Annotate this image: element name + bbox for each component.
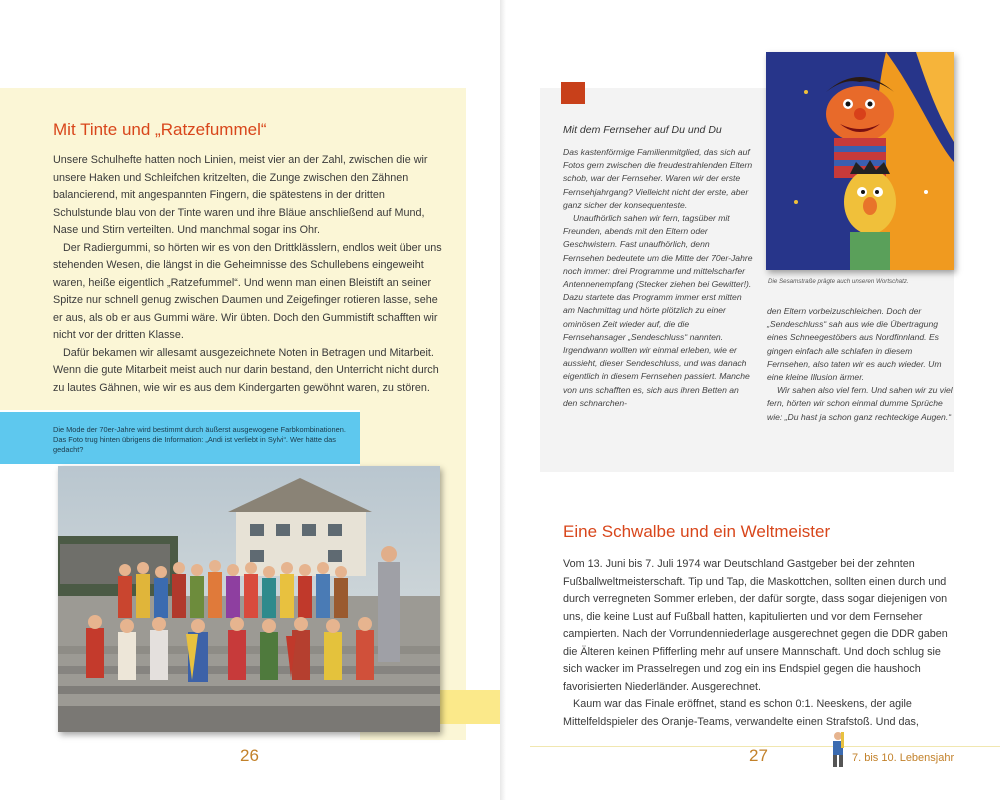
photo-caption: Die Mode der 70er-Jahre wird bestimmt durch äußerst ausgewogene Farbkombinationen. Das Foto trug hinten übrigens die Information: „Andi ist verliebt in Sylvi“. Wer hätte das gedacht? xyxy=(53,425,346,454)
paragraph: Vom 13. Juni bis 7. Juli 1974 war Deutschland Gastgeber bei der zehnten Fußballweltmeisterschaft. Tip und Tap, die Maskottchen, sollten einen durch und durch verregneten Sommer erleben, der dafür sorgte, dass sogar diejenigen von uns, die keine Lust auf Fußball hatten, kapitulierten und vor dem Fernseher campierten. Nach der Vorrundenniederlage ausgerechnet gegen die DDR gaben die Älteren keinen Pfifferling mehr auf unsere Mannschaft. Und doch schlug sie sich wacker im Prasselregen und zog ein ins Endspiel gegen die haushoch favorisierten Niederländer. Ausgerechnet. xyxy=(563,558,948,693)
paragraph: Dafür bekamen wir allesamt ausgezeichnete Noten in Betragen und Mitarbeit. Wenn die gute Mitarbeit meist auch nur darin bestand, den Unterricht nicht durch zu lautes Gähnen, wie wir es aus dem Kindergarten gewöhnt waren, zu stören. xyxy=(53,346,439,394)
class-photo-image xyxy=(58,466,440,732)
yellow-accent xyxy=(440,690,506,724)
sidebar-title: Mit dem Fernseher auf Du und Du xyxy=(563,124,722,136)
photo-caption: Die Sesamstraße prägte auch unseren Wortschatz. xyxy=(768,278,909,285)
section-heading: Mit Tinte und „Ratzefummel“ xyxy=(53,120,267,139)
sidebar-column-1 xyxy=(563,146,753,410)
child-figure-icon xyxy=(829,730,847,770)
right-body xyxy=(563,556,959,731)
page-number: 26 xyxy=(240,746,259,765)
sesame-photo-image xyxy=(766,52,954,270)
paragraph: Unsere Schulhefte hatten noch Linien, meist vier an der Zahl, zwischen die wir unsere Haken und Schleifchen kritzelten, die Zunge zwischen den Zähnen balancierend, mit angespannten Fingern, die spätestens in der dritten Schulstunde blau von der Tinte waren und ihre Bläue anschließend auf Mund, Nase und Stirn verteilten. Und manchmal sogar ins Ohr. xyxy=(53,154,428,236)
right-page xyxy=(506,0,1000,800)
chapter-label: 7. bis 10. Lebensjahr xyxy=(852,752,955,764)
sidebar-paragraph: Das kastenförmige Familienmitglied, das sich auf Fotos gern zwischen die freudestrahlenden Eltern schob, war der Fernseher. Waren wir der erste Fernsehjahrgang? Vielleicht nicht der erste, aber ganz sicher der konsequenteste. xyxy=(563,147,753,210)
sidebar-paragraph: den Eltern vorbeizuschleichen. Doch der „Sendeschluss“ sah aus wie die Übertragung eines Schneegestöbers aus Nordfinnland. Es gingen einfach alle schlafen in diesem Fernsehen, also taten wir es auch wieder. Um eine kleine Illusion ärmer. xyxy=(767,306,942,383)
paragraph: Kaum war das Finale eröffnet, stand es schon 0:1. Neeskens, der agile Mittelfeldspieler des Oranje-Teams, verwandelte einen Strafstoß. Und das, xyxy=(563,698,919,728)
sidebar-paragraph: Wir sahen also viel fern. Und sahen wir zu viel fern, hörten wir schon einmal dumme Sprüche wie: „Du hast ja schon ganz rechteckige Augen.“ xyxy=(767,385,953,422)
page-number: 27 xyxy=(749,746,768,765)
sidebar-paragraph: Unaufhörlich sahen wir fern, tagsüber mit Freunden, abends mit den Eltern oder Geschwistern. Fast unaufhörlich, denn Fernsehen bedeutete um die Mitte der 70er-Jahre noch immer: drei Programme und mittelscharfer Antennenempfang (Stecker ziehen bei Gewitter!). Dazu startete das Programm immer erst mitten am Nachmittag und hörte plötzlich zu einer ominösen Zeit wieder auf, die die Fernsehansager „Sendeschluss“ nannten. Irgendwann wollten wir einmal erleben, wie er aussieht, dieser Sendeschluss, und was danach eigentlich in diesem Fernsehen passiert. Manche von uns schafften es, sich aus ihren Betten an den schnarchen- xyxy=(563,213,753,408)
paragraph: Der Radiergummi, so hörten wir es von den Drittklässlern, endlos weit über uns stehenden Wesen, die längst in die Geheimnisse des Schullebens eingeweiht waren, heiße eigentlich „Ratzefummel“. Und wenn man einen Bleistift an seiner Spitze nur schnell genug zwischen Daumen und Zeigefinger rotieren lasse, sehe er aus, als ob er aus Gummi wäre. Wir übten. Doch den Gummistift schafften wir nicht vor der dritten Klasse. xyxy=(53,241,442,341)
sidebar-column-2 xyxy=(767,305,957,424)
caption-box xyxy=(0,412,360,464)
sesame-photo xyxy=(766,52,954,270)
class-photo xyxy=(58,466,440,732)
section-heading: Eine Schwalbe und ein Weltmeister xyxy=(563,522,831,541)
accent-square xyxy=(561,82,585,104)
left-body xyxy=(53,152,445,397)
